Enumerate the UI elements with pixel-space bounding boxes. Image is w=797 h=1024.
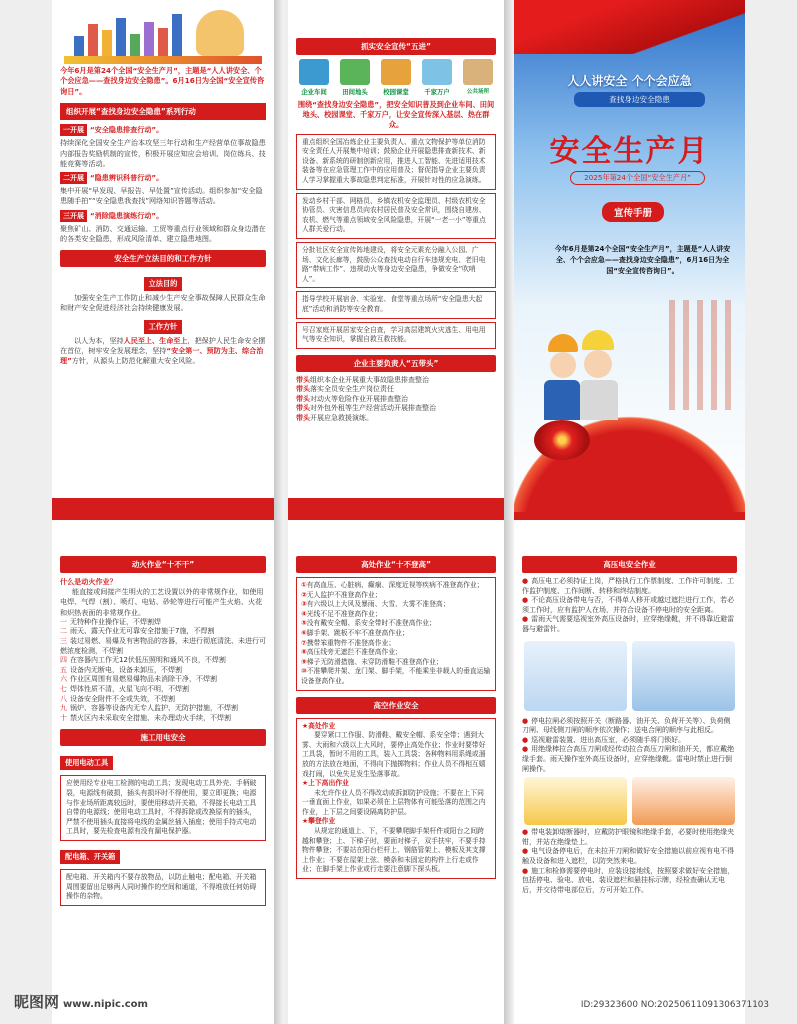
watermark-id: ID:29323600 NO:20250611091306371103: [580, 1000, 769, 1010]
red-header-bar: [288, 512, 504, 520]
public-place-icon: 公共场所: [462, 59, 494, 96]
factory-lightning-icon: [632, 641, 735, 711]
sub-text: 未允许作业人员不得改动或拆卸防护设施；不要在上下同一垂直面上作业，如果必须在上层物体有可能坠落的范围之内作业，上下层之间要设隔离防护层。: [302, 788, 486, 816]
text-box: 发动乡村干部、网格员、乡镇农机安全监理员、村级农机安全协管员、灾害信息员向农村居民普及安全常识，围绕自建房、农机、燃气等重点领域安全风险隐患，开展“一老一小”等重点人群关爱行动。: [296, 193, 496, 239]
question: 什么是动火作业？: [60, 577, 117, 586]
rule-item: 六 作业区周围有易燃易爆物品未消除干净，不焊割: [60, 675, 217, 684]
rule-item: 八 设备安全附件不全或失效，不焊割: [60, 694, 175, 703]
school-icon: 校园课堂: [380, 59, 412, 96]
illustration-row: [522, 777, 737, 825]
policy-tag: 工作方针: [144, 320, 183, 334]
purpose-text: 加强安全生产工作防止和减少生产安全事故保障人民群众生命和财产安全促进经济社会持续健康发展。: [60, 293, 266, 313]
rule-item: ④光线不足不准登高作业；: [301, 609, 382, 618]
leader-item: 带头对动火等危险作业开展排查整治: [296, 394, 408, 403]
rule-item: 四 在容器内工作无12伏低压照明和通风不良，不焊割: [60, 656, 226, 665]
list-item: ● 雷雨天气需要巡视室外高压设备时，应穿绝缘靴，并不得靠近避雷器与避雷针。: [522, 615, 735, 633]
sub-tag: ★高处作业: [302, 721, 336, 730]
peony-icon: [534, 420, 590, 460]
plug-icon: [632, 777, 735, 825]
intro-text: 今年6月是第24个全国“安全生产月”，主题是“人人讲安全、个个会应急——查找身边安全隐患”。6月16日为全国“安全宣传咨询日”。: [60, 66, 265, 96]
fold-line: [504, 0, 514, 512]
city-illustration: [64, 6, 262, 64]
fold-line: [274, 512, 284, 1024]
list-item: ● 不论高压设备带电与否，不得单人移开或越过遮拦进行工作，若必须工作时，应有监护人在场，并符合设备不停电时的安全距离。: [522, 596, 735, 614]
action-1: [52, 124, 274, 169]
action-2: [52, 172, 274, 207]
definition: 能直接或间接产生明火的工艺设置以外的非常规作业，如使用电焊、气焊（割）、喷灯、电钻、砂轮等进行可能产生火焰、火花和炽热表面的非常规作业。: [60, 587, 264, 617]
sub-tag: ★上下高出作业: [302, 779, 349, 788]
rule-item: 五 设备内无断电，设备未卸压，不焊割: [60, 665, 182, 674]
panel-height-work: [288, 512, 504, 1024]
field-icon: 田间地头: [339, 59, 371, 96]
rule-item: ①有高血压、心脏病、癫痫、深度近视等疾病不准登高作业；: [301, 581, 484, 589]
section-title: 安全生产立法目的和工作方针: [60, 250, 266, 267]
text-box: 重点组织全国冶炼企业主要负责人、重点文物保护等单位消防安全责任人开展集中培训；鼓励企业开展隐患排查新技术、新设备、新系统的研制创新应用，推进人工智能、先进适用技术装备等在应急管理工作中的应用普及；督促指导企业主要负责人学习掌握重大事故隐患判定标准，开展针对性的应急演练。: [296, 134, 496, 190]
lead-text: 围绕“查找身边安全隐患”，把安全知识普及到企业车间、田间地头、校园课堂、千家万户，让安全宣传深入基层、热在群众。: [297, 100, 495, 130]
list-item: ● 用绝缘棒拉合高压刀闸或经传动拉合高压刀闸和油开关，都应戴绝缘手套。雨天操作室外高压设备时，应穿绝缘靴。雷电时禁止进行倒闸操作。: [522, 745, 735, 773]
panel-cover: [514, 0, 745, 512]
section-title: 高处作业“十不登高”: [296, 556, 496, 573]
cover-slogan: 人人讲安全 个个会应急: [567, 74, 692, 88]
cover-subtitle: 2025年第24个全国“安全生产月”: [570, 171, 705, 185]
action-head: “安全隐患排查行动”。: [90, 125, 164, 135]
list-item: ● 高压电工必须持证上岗，严格执行工作票制度、工作许可制度、工作监护制度、工作间断、转移和终结制度。: [522, 577, 735, 595]
cover-badge: 宣传手册: [602, 202, 664, 222]
rule-item: ⑧高压线旁无遮拦不准登高作业；: [301, 648, 402, 657]
section-title: 高空作业安全: [296, 697, 496, 714]
list-item: ● 电气设备停电后，在未拉开刀闸和做好安全措施以前应视有电不得触及设备和进入遮栏，以防突然来电。: [522, 847, 735, 865]
text-box: 号召家庭开展居家安全自查，学习高层建筑火灾逃生、用电用气等安全知识，掌握自救互救技能。: [296, 322, 496, 349]
panel-hot-work: [52, 512, 274, 1024]
list-item: ● 巡视避雷装置、进出高压室，必须随手将门锁好。: [522, 735, 686, 744]
action-head: “消除隐患演练行动”。: [90, 210, 164, 220]
rule-item: 七 焊体性质不清，火星飞向不明，不焊割: [60, 684, 189, 693]
policy-text: 以人为本，坚持人民至上、生命至上，把保护人民生命安全摆在首位，树牢安全发展理念，坚持“安全第一、预防为主、综合治理”方针，从源头上防范化解重大安全风险。: [60, 335, 266, 366]
action-body: 集中开展“早发现、早报告、早处置”宣传活动。组织参加“安全隐患随手拍”“安全隐患我查找”网络知识答题等活动。: [60, 186, 263, 206]
panel-five-into: [288, 0, 504, 512]
rules-box: [296, 577, 496, 691]
cover-desc: 今年6月是第24个全国“安全生产月”，主题是“人人讲安全、个个会应急——查找身边安全隐患”，6月16日为全国“安全宣传咨询日”。: [554, 245, 731, 275]
sub-text: 从规定的通道上、下，不要攀爬脚手架杆件或阳台之间跨越和攀登；上、下梯子时，要面对梯子，双手扶牢，不要手持物件攀登；不要站在阳台栏杆上、钢筋管架上、模板及其支撑上作业；不要在屋架上弦、模条和未固定的构件上行走或作业；在脚手架上作业或行走要注意脚下探头板。: [302, 827, 486, 874]
icon-image: [299, 59, 329, 85]
action-label: 一开展: [60, 124, 87, 136]
rule-item: 十 禁火区内未采取安全措施、未办理动火手续，不焊割: [60, 713, 231, 722]
rule-item: 二 雨天、露天作业无可靠安全措施于7施，不焊割: [60, 627, 215, 636]
text-box: 指导学校开展宿舍、实验室、食堂等重点场所“安全隐患大起底”活动和消防等安全教育。: [296, 291, 496, 318]
rule-item: ⑤没有戴安全帽、系安全带时不准登高作业；: [301, 619, 436, 628]
purpose-tag: 立法目的: [144, 277, 183, 291]
section-title: 抓实安全宣传“五进”: [296, 38, 496, 55]
leader-item: 带头对外包外租等生产经营活动开展排查整治: [296, 404, 436, 413]
leader-item: 带头落实全员安全生产岗位责任: [296, 385, 394, 394]
list-item: ● 带电装卸熔断器时，应戴防护眼镜和绝缘手套，必要时使用绝缘夹钳，并站在绝缘垫上。: [522, 828, 735, 846]
section-title: 施工用电安全: [60, 729, 266, 746]
safety-gear-icon: [524, 777, 627, 825]
text-box: 分批社区安全宣传阵地建设，将安全元素充分融入公园、广场、文化长廊等，鼓励公众查找电动自行车违规充电、老旧电路“带病工作”、违规动火等身边安全隐患，争做安全“吹哨人”。: [296, 242, 496, 288]
list-item: ● 停电拉闸必须按照开关（断路器、油开关、负荷开关等）、负荷侧刀闸、母线侧刀闸的顺序依次操作；送电合闸的顺序与此相反。: [522, 716, 731, 735]
cover-title: 安全生产月: [549, 134, 710, 169]
action-head: “隐患辨识科普行动”。: [90, 173, 164, 183]
action-body: 聚焦矿山、消防、交通运输、工贸等重点行业领域和群众身边潜在的各类安全隐患，形成风险清单、建立隐患地图。: [60, 223, 266, 244]
section-title: 动火作业“十不干”: [60, 556, 266, 573]
home-icon: 千家万户: [421, 59, 453, 96]
box-tag: 配电箱、开关箱: [60, 850, 120, 864]
text-box: 配电箱、开关箱内不要存放物品，以防止触电；配电箱、开关箱周围要留出足够两人同时操作的空间和通道，不得堆放任何妨碍操作的杂物。: [60, 869, 266, 906]
action-label: 三开展: [60, 210, 87, 222]
rule-item: ⑩不准攀爬井架、龙门架、脚手架，不能乘坐非载人的垂直运输设备登高作业。: [301, 667, 491, 685]
rule-item: ③有六级以上大风及暴雨、大雪、大雾不准登高；: [301, 600, 450, 609]
rule-item: ⑥脚手架、跳板不牢不准登高作业；: [301, 628, 409, 637]
panel-intro: [52, 0, 274, 512]
sub-tag: ★攀登作业: [302, 817, 336, 826]
factory-icon: 企业车间: [298, 59, 330, 96]
red-footer: [288, 498, 504, 512]
illustration-row: [522, 641, 737, 711]
red-footer: [52, 498, 274, 512]
action-label: 二开展: [60, 172, 87, 184]
building-silhouette: [669, 300, 739, 410]
action-body: 持续深化全国安全生产治本攻坚三年行动和生产经营单位事故隐患内部报告奖励机制的宣传，积极开展应知应会培训、岗位练兵、技能竞赛等活动。: [60, 138, 266, 168]
list-item: ● 施工和检修需要停电时，应装设接地线，按照要求做好安全措施，包括停电、验电、放电、装设遮栏和悬挂标示牌，经检查确认无电后，并交待带电部位后，方可开始工作。: [522, 866, 735, 894]
section-title: 企业主要负责人“五带头”: [296, 355, 496, 372]
section-title: 组织开展“查找身边安全隐患”系列行动: [60, 103, 266, 120]
electrician-icon: [524, 641, 627, 711]
leader-item: 带头组织本企业开展重大事故隐患排查整治: [296, 375, 429, 384]
red-flag: [514, 0, 745, 54]
fold-line: [504, 512, 514, 1024]
rule-item: 一 无特种作业操作证，不焊割焊: [60, 617, 161, 626]
red-header-bar: [52, 512, 274, 520]
red-header-bar: [514, 512, 745, 520]
text-box: 应使用经专业电工检测的电动工具；发现电动工具外壳、手柄破裂，电源线有破损，插头有损坏时不得使用，要立即更换；电源与作业场所距离较远时，要使用移动开关箱，不得接长电动工具自带的电源线；使用电动工具时，不得拆除或改换原有的插头，严禁不使用插头直接将电线的金属丝插入插座；使用手持式电动工具时，要先检查电源有没有漏电保护器。: [60, 775, 266, 841]
tool-tag: 使用电动工具: [60, 756, 113, 770]
rule-item: ⑨梯子无防滑措施、未穿防滑鞋不准登高作业；: [301, 657, 443, 666]
rule-item: ②无人监护不准登高作业；: [301, 590, 382, 599]
safety-box: [296, 718, 496, 880]
cover-slogan-sub: 查找身边安全隐患: [574, 92, 705, 107]
rule-item: 三 装过易燃、易爆及有害物品的容器，未进行彻底清洗、未进行可燃浓度检测，不焊割: [60, 637, 266, 655]
leader-item: 带头开展应急救援演练。: [296, 414, 373, 423]
icon-row: [298, 59, 494, 96]
action-3: [52, 210, 274, 245]
watermark-site: 昵图网 www.nipic.com: [14, 993, 148, 1011]
panel-high-voltage: [514, 512, 745, 1024]
rule-item: 九 锅炉、容器等设备内无专人监护、无防护措施，不焊割: [60, 704, 238, 713]
rule-item: ⑦携带笨重物件不准登高作业；: [301, 638, 396, 647]
sub-text: 要穿紧口工作服、防滑鞋、戴安全帽、系安全带；遇到大雾、大雨和六级以上大风时，要停止高处作业；作业时要带好工具袋，暂时不用的工具，装入工具袋；各种物料用系绳或溜放的方法放在地面，不得向下抛掷物料；作业人员不得相互嬉戏打闹，以免失足发生坠落事故。: [302, 731, 486, 778]
fold-line: [274, 0, 284, 512]
workers-icon: [196, 10, 244, 56]
section-title: 高压电安全作业: [522, 556, 737, 573]
workers-illustration: [544, 330, 624, 420]
brochure-inside: [0, 512, 797, 1024]
